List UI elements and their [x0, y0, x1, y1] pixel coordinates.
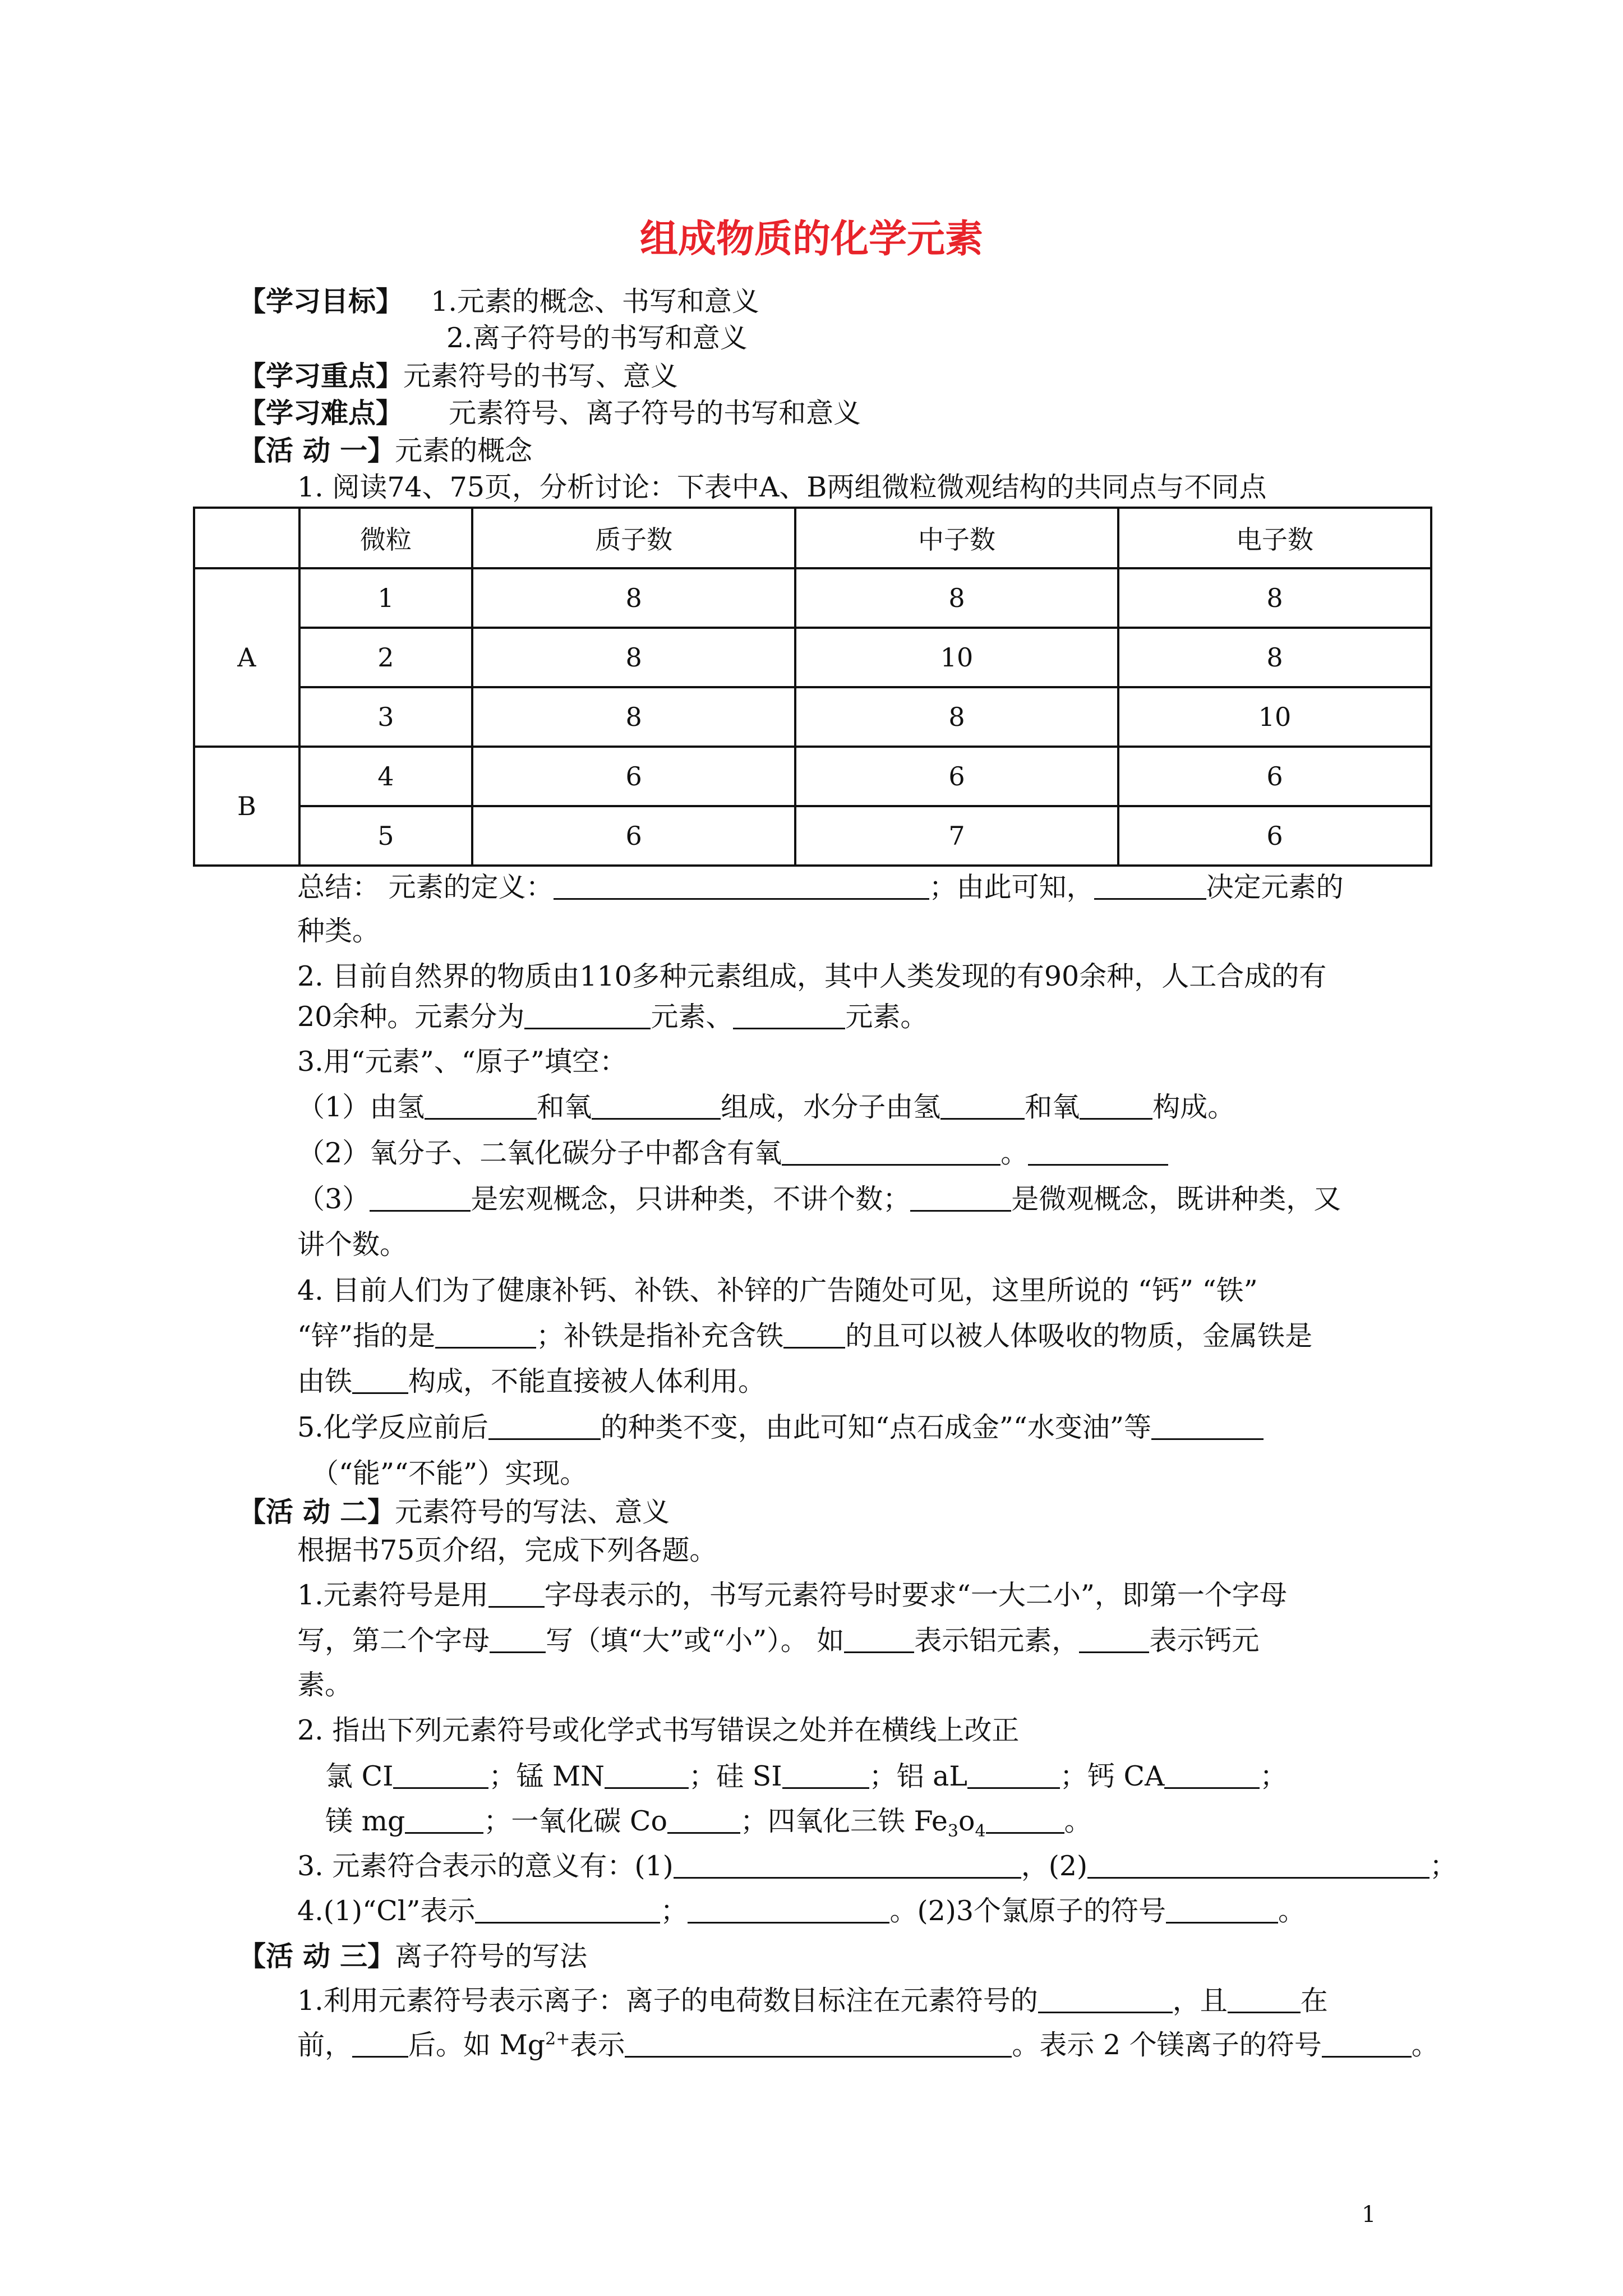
a2-q3-text: ；: [1430, 1850, 1458, 1882]
a2-q4-text: 。: [1278, 1895, 1306, 1927]
answer-blank[interactable]: [393, 1761, 488, 1789]
key-points-label: 【学习重点】: [238, 360, 404, 392]
a3-q1-text: ，且: [1172, 1985, 1228, 2017]
activity2-title: 元素符号的写法、意义: [395, 1496, 670, 1528]
answer-blank[interactable]: [435, 1321, 536, 1349]
objectives-label: 【学习目标】: [238, 285, 404, 318]
a2-q1-text: 表示铝元素，: [914, 1625, 1080, 1657]
q5-text: 的种类不变，由此可知“点石成金”“水变油”等: [600, 1411, 1151, 1443]
a2-q4: [297, 1895, 1306, 1928]
a3-q1-text: 1.利用元素符号表示离子：离子的电荷数目标注在元素符号的: [297, 1985, 1038, 2017]
q4-line3: [297, 1365, 766, 1398]
group-b-cell: B: [194, 747, 299, 866]
q3-text: 是宏观概念，只讲种类，不讲个数；: [471, 1183, 911, 1215]
answer-blank[interactable]: [1164, 1761, 1260, 1789]
table-header-cell: 中子数: [795, 508, 1118, 568]
a2-q2-text: ；一氧化碳 Co: [483, 1805, 667, 1837]
q4-text: ；补铁是指补充含铁: [536, 1320, 784, 1352]
activity1-label: 【活 动 一】: [238, 434, 395, 467]
table-cell: 8: [472, 628, 795, 687]
a2-q2-text: o: [958, 1805, 975, 1837]
a2-q1-text: 1.元素符号是用: [297, 1579, 488, 1611]
table-cell: 8: [795, 687, 1118, 747]
summary-line: [297, 871, 1344, 904]
activity3-title: 离子符号的写法: [395, 1940, 588, 1972]
table-cell: 6: [1118, 747, 1431, 806]
answer-blank[interactable]: [425, 1092, 537, 1120]
activity3-label: 【活 动 三】: [238, 1940, 395, 1972]
table-header-cell: 微粒: [299, 508, 472, 568]
table-header-cell: 电子数: [1118, 508, 1431, 568]
key-points: [238, 360, 678, 393]
answer-blank[interactable]: [1079, 1626, 1149, 1653]
a2-q2-text: 镁 mg: [325, 1805, 405, 1837]
q2-text: 元素。: [845, 1001, 928, 1033]
a3-q1-text: 在: [1300, 1985, 1328, 2017]
a2-q4-text: 4.(1)“Cl”表示: [297, 1895, 476, 1927]
a3-q1-text: 表示: [570, 2029, 625, 2061]
q3-2: [297, 1137, 1168, 1170]
q4-text: 构成，不能直接被人体利用。: [408, 1365, 766, 1397]
a2-q2-text: ；: [1260, 1760, 1288, 1792]
answer-blank[interactable]: [1028, 1138, 1168, 1166]
a3-q1-line1: [297, 1985, 1328, 2018]
table-cell: 10: [1118, 687, 1431, 747]
q3-3-end: 讲个数。: [297, 1228, 408, 1260]
a2-q2-text: ；钙 CA: [1059, 1760, 1165, 1792]
answer-blank[interactable]: [490, 1626, 546, 1653]
answer-blank[interactable]: [910, 1184, 1011, 1212]
answer-blank[interactable]: [1038, 1986, 1173, 2013]
q4-text: 由铁: [297, 1365, 353, 1397]
answer-blank[interactable]: [352, 2030, 408, 2058]
activity1-title: 元素的概念: [395, 435, 533, 467]
q3-text: 和氧: [1025, 1091, 1080, 1123]
a2-q4-text: 。(2)3个氯原子的符号: [889, 1895, 1166, 1927]
q3-intro: 3.用“元素”、“原子”填空：: [297, 1046, 627, 1078]
a2-q2-row2: [325, 1805, 1092, 1842]
answer-blank[interactable]: [967, 1761, 1060, 1789]
q3-text: （1）由氢: [297, 1091, 425, 1123]
answer-blank[interactable]: [475, 1896, 660, 1924]
answer-blank[interactable]: [370, 1184, 471, 1212]
page-title: 组成物质的化学元素: [639, 217, 983, 261]
table-cell: 10: [795, 628, 1118, 687]
answer-blank[interactable]: [524, 1002, 651, 1029]
q2-line1: 2. 目前自然界的物质由110多种元素组成，其中人类发现的有90余种，人工合成的有: [297, 960, 1327, 992]
page-number: 1: [1362, 2202, 1376, 2228]
q3-1: [297, 1091, 1235, 1124]
table-cell: 5: [299, 806, 472, 866]
answer-blank[interactable]: [844, 1626, 914, 1653]
superscript: 2+: [545, 2029, 570, 2049]
a2-q1-text: 写（填“大”或“小”）。 如: [546, 1625, 845, 1657]
answer-blank[interactable]: [1228, 1986, 1301, 2013]
a3-q1-text: 后。如 Mg: [408, 2029, 546, 2061]
difficulties-text: 元素符号、离子符号的书写和意义: [449, 397, 861, 429]
q5-text: 5.化学反应前后: [297, 1411, 488, 1443]
answer-blank[interactable]: [625, 2030, 1012, 2058]
answer-blank[interactable]: [1322, 2030, 1412, 2058]
a3-q1-line2: [297, 2029, 1439, 2062]
activity2-heading: [238, 1496, 670, 1529]
a2-q1-text: 字母表示的，书写元素符号时要求“一大二小”，即第一个字母: [544, 1579, 1287, 1611]
q4-text: “锌”指的是: [297, 1320, 436, 1352]
activity2-intro: 根据书75页介绍，完成下列各题。: [297, 1534, 717, 1566]
answer-blank[interactable]: [782, 1138, 1000, 1166]
answer-blank[interactable]: [1094, 872, 1206, 900]
a2-q2-text: 氯 CI: [325, 1760, 394, 1792]
answer-blank[interactable]: [488, 1412, 601, 1440]
answer-blank[interactable]: [688, 1896, 889, 1924]
a2-q1-line3: 素。: [297, 1669, 353, 1701]
a2-q3: [297, 1850, 1457, 1883]
a2-q2-row1: [325, 1760, 1287, 1793]
answer-blank[interactable]: [1151, 1412, 1264, 1440]
q5-line1: [297, 1411, 1264, 1444]
answer-blank[interactable]: [592, 1092, 721, 1120]
q3-text: 组成，水分子由氢: [721, 1091, 941, 1123]
answer-blank[interactable]: [1087, 1851, 1430, 1879]
q3-text: （2）氧分子、二氧化碳分子中都含有氧: [297, 1137, 782, 1169]
answer-blank[interactable]: [986, 1806, 1064, 1834]
q4-line1: 4. 目前人们为了健康补钙、补铁、补锌的广告随处可见，这里所说的 “钙” “铁”: [297, 1274, 1258, 1306]
particle-table: [193, 507, 1432, 867]
a2-q2-intro: 2. 指出下列元素符号或化学式书写错误之处并在横线上改正: [297, 1714, 1020, 1746]
answer-blank[interactable]: [782, 1761, 869, 1789]
table-row: [194, 568, 1431, 628]
a3-q1-text: 前，: [297, 2029, 353, 2061]
a2-q1-line2: [297, 1625, 1259, 1658]
q2-line2: [297, 1001, 928, 1034]
answer-blank[interactable]: [674, 1851, 1021, 1879]
activity3-heading: [238, 1940, 587, 1973]
table-cell: 6: [1118, 806, 1431, 866]
a3-q1-text: 。: [1411, 2029, 1439, 2061]
a2-q1-text: 表示钙元: [1149, 1625, 1260, 1657]
a2-q4-text: ；: [660, 1895, 688, 1927]
summary-label: 总结： 元素的定义：: [297, 871, 554, 903]
a2-q2-text: ；硅 SI: [689, 1760, 782, 1792]
a2-q1-text: 写，第二个字母: [297, 1625, 490, 1657]
table-cell: 6: [472, 806, 795, 866]
difficulties: [238, 397, 861, 430]
q5-line2: （“能”“不能”）实现。: [311, 1457, 588, 1489]
objective-2: 2.离子符号的书写和意义: [446, 322, 748, 354]
summary-text: ；由此可知，: [929, 871, 1094, 903]
table-cell: 8: [472, 568, 795, 628]
table-cell: 4: [299, 747, 472, 806]
subscript: 3: [947, 1821, 958, 1841]
subscript: 4: [975, 1821, 986, 1841]
table-row: [194, 747, 1431, 806]
answer-blank[interactable]: [1166, 1896, 1278, 1924]
a2-q3-text: ，(2): [1021, 1850, 1088, 1882]
table-cell: 2: [299, 628, 472, 687]
table-cell: 8: [1118, 628, 1431, 687]
table-cell: 8: [795, 568, 1118, 628]
activity1-heading: [238, 434, 532, 468]
answer-blank[interactable]: [605, 1761, 689, 1789]
q3-text: 是微观概念，既讲种类，又: [1011, 1183, 1341, 1215]
q3-text: 和氧: [537, 1091, 592, 1123]
table-cell: 7: [795, 806, 1118, 866]
summary-end: 种类。: [297, 915, 380, 947]
q3-text: 。: [1000, 1137, 1029, 1169]
a3-q1-text: 。表示 2 个镁离子的符号: [1012, 2029, 1322, 2061]
table-header-cell: 质子数: [472, 508, 795, 568]
objective-1: 1.元素的概念、书写和意义: [431, 286, 759, 318]
summary-text: 决定元素的: [1206, 871, 1344, 903]
a2-q2-text: 。: [1064, 1805, 1092, 1837]
answer-blank[interactable]: [733, 1002, 845, 1029]
answer-blank[interactable]: [352, 1366, 408, 1394]
activity2-label: 【活 动 二】: [238, 1496, 395, 1528]
table-row: [194, 687, 1431, 747]
key-points-text: 元素符号的书写、意义: [403, 360, 679, 392]
table-row: [194, 628, 1431, 687]
answer-blank[interactable]: [783, 1321, 845, 1349]
table-cell: 8: [1118, 568, 1431, 628]
activity1-q1-intro: 1. 阅读74、75页，分析讨论：下表中A、B两组微粒微观结构的共同点与不同点: [297, 471, 1267, 503]
difficulties-label: 【学习难点】: [238, 397, 404, 429]
table-cell: 1: [299, 568, 472, 628]
table-header-row: [194, 508, 1431, 568]
table-cell: 6: [472, 747, 795, 806]
answer-blank[interactable]: [1080, 1092, 1152, 1120]
group-a-cell: A: [194, 568, 299, 747]
answer-blank[interactable]: [554, 872, 929, 900]
objectives: [238, 285, 759, 319]
table-row: [194, 806, 1431, 866]
q4-line2: [297, 1320, 1312, 1353]
a2-q2-text: ；铝 aL: [869, 1760, 967, 1792]
table-cell: 3: [299, 687, 472, 747]
q3-text: 构成。: [1152, 1091, 1235, 1123]
a2-q3-text: 3. 元素符合表示的意义有：(1): [297, 1850, 674, 1882]
q2-text: 20余种。元素分为: [297, 1001, 525, 1033]
q4-text: 的且可以被人体吸收的物质，金属铁是: [845, 1320, 1313, 1352]
answer-blank[interactable]: [405, 1806, 483, 1834]
a2-q2-text: ；四氧化三铁 Fe: [740, 1805, 948, 1837]
q2-text: 元素、: [651, 1001, 734, 1033]
a2-q1-line1: [297, 1579, 1287, 1612]
answer-blank[interactable]: [667, 1806, 740, 1834]
table-corner-cell: [194, 508, 299, 568]
q3-text: （3）: [297, 1183, 370, 1215]
answer-blank[interactable]: [940, 1092, 1025, 1120]
table-cell: 8: [472, 687, 795, 747]
a2-q2-text: ；锰 MN: [488, 1760, 605, 1792]
answer-blank[interactable]: [488, 1580, 545, 1608]
table-cell: 6: [795, 747, 1118, 806]
q3-3: [297, 1183, 1341, 1216]
